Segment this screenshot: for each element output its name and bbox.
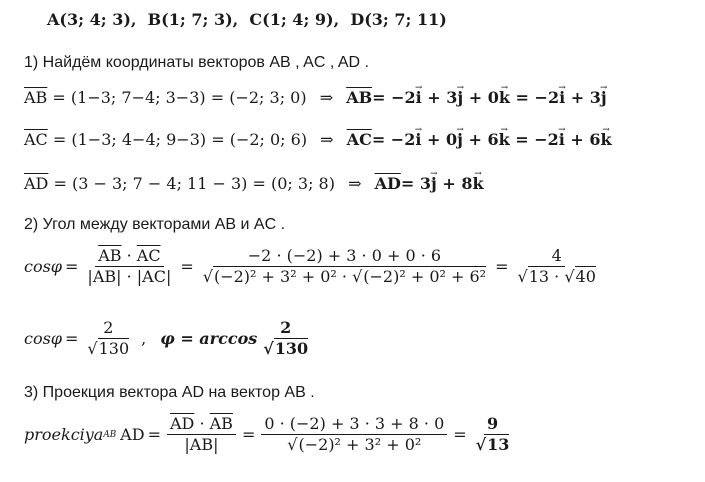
num-5: 2 <box>277 318 294 339</box>
cos-result <box>24 318 314 359</box>
comma: , <box>141 329 147 348</box>
unit-i: → i <box>415 130 421 149</box>
cos-frac-4 <box>84 318 132 359</box>
sqrt-sign: √ <box>202 267 213 286</box>
eq: = <box>241 425 256 444</box>
step2-heading: 2) Угол между векторами AB и AC . <box>24 216 286 233</box>
cos-label: cosφ <box>24 257 63 276</box>
ad-res-2: + 8 <box>436 174 473 193</box>
arccos-frac <box>260 318 311 359</box>
unit-k: → k <box>499 130 510 149</box>
den-1: |AB| <box>184 435 219 454</box>
sqrt-body: 130 <box>274 339 309 358</box>
ad-vector-label: $\overline{AD}$ <box>24 174 49 193</box>
unit-i: → i <box>559 88 565 107</box>
ab-res-1: = −2 <box>372 88 416 107</box>
dot: · <box>194 414 210 433</box>
projection-formula: proekciya AB AD = $\frac{\overline{AD} \cdot \overline{AB}}{|AB|}$ = $\frac{0 \cdot (-2) + 3 \cdot 3 + 8 \cdot 0}{\text{√(−2)² + 3² + 0²}}$ = $\frac{9}{√13}$ <box>24 414 515 455</box>
ac-res-2: + 0 <box>421 130 458 149</box>
proj-frac-3 <box>473 414 513 455</box>
point-d-name: D <box>350 10 365 29</box>
ac-expr: = (1−3; 4−4; 9−3) = (−2; 0; 6) <box>52 130 308 149</box>
unit-j: → j <box>457 88 463 107</box>
implies-arrow: ⇒ <box>320 130 334 149</box>
num-ab: $\overline{AB}$ <box>98 246 122 265</box>
point-d-coords: (3; 7; 11) <box>364 10 447 29</box>
ad-line <box>24 174 484 193</box>
sqrt-sign: √ <box>263 339 274 358</box>
ac-res-4: = −2 <box>509 130 559 149</box>
cos-frac-2 <box>200 246 489 287</box>
ab-vector-result-label: $\overline{AB}$ <box>346 88 373 107</box>
point-a-coords: (3; 4; 3) <box>59 10 131 29</box>
point-c-coords: (1; 4; 9) <box>262 10 334 29</box>
sqrt-sign: √ <box>87 339 98 358</box>
cos-frac-1 <box>84 246 174 287</box>
point-b-coords: (1; 7; 3) <box>161 10 233 29</box>
num-2: −2 · (−2) + 3 · 0 + 0 · 6 <box>245 246 444 267</box>
sep: , <box>232 10 239 29</box>
sqrt-sign: √ <box>475 435 487 454</box>
point-a-name: A <box>47 10 60 29</box>
ab-res-4: = −2 <box>509 88 560 107</box>
unit-j: → j <box>431 174 437 193</box>
unit-i: → i <box>559 130 565 149</box>
eq: = <box>65 329 79 348</box>
den-1: |AB| · |AC| <box>87 267 172 286</box>
ab-expr: = (1−3; 7−4; 3−3) = (−2; 3; 0) <box>52 88 307 107</box>
ab-res-5: + 3 <box>565 88 601 107</box>
ac-res-3: + 6 <box>462 130 499 149</box>
sqrt-body: 130 <box>98 339 130 358</box>
ab-vector-label: $\overline{AB}$ <box>24 88 48 107</box>
sqrt-body: 13 <box>487 435 510 454</box>
sep: , <box>130 10 137 29</box>
ad-res-1: = 3 <box>400 174 431 193</box>
sqrt-body: (−2)² + 3² + 0² <box>298 435 422 454</box>
unit-k: → k <box>472 174 483 193</box>
sqrt-body: (−2)² + 0² + 6² <box>363 267 487 286</box>
sqrt-body: (−2)² + 3² + 0² <box>213 267 337 286</box>
sqrt-body: 40 <box>575 267 596 286</box>
point-b-name: B <box>147 10 162 29</box>
ac-line <box>24 130 612 149</box>
num-ac: $\overline{AC}$ <box>136 246 161 265</box>
unit-j: → j <box>601 88 607 107</box>
implies-arrow: ⇒ <box>319 88 334 107</box>
cos-label: cosφ <box>24 329 63 348</box>
dot: · <box>121 246 137 265</box>
ac-vector-label: $\overline{AC}$ <box>24 130 48 149</box>
ac-res-1: = −2 <box>371 130 416 149</box>
eq: = <box>65 257 79 276</box>
proj-frac-2 <box>261 414 447 455</box>
points-line <box>47 10 447 29</box>
eq: = <box>453 425 467 444</box>
eq: = <box>495 257 509 276</box>
ab-res-3: + 0 <box>463 88 499 107</box>
num-ab: $\overline{AB}$ <box>209 414 233 433</box>
sqrt-sign: √ <box>564 267 575 286</box>
ab-res-2: + 3 <box>421 88 458 107</box>
sqrt-sign: √ <box>517 267 528 286</box>
unit-i: → i <box>416 88 422 107</box>
ad-expr: = (3 − 3; 7 − 4; 11 − 3) = (0; 3; 8) <box>53 174 335 193</box>
num-3: 9 <box>484 414 501 435</box>
phi-arccos: φ = arccos <box>160 329 258 348</box>
num-3: 4 <box>549 246 565 267</box>
step1-heading: 1) Найдём координаты векторов AB , AC , AD . <box>24 54 369 71</box>
proj-frac-1 <box>167 414 236 455</box>
point-c-name: C <box>249 10 263 29</box>
eq: = <box>147 425 161 444</box>
dot: · <box>549 267 565 286</box>
projection-label: proekciya <box>24 425 104 444</box>
unit-k: → k <box>601 130 612 149</box>
unit-k: → k <box>499 88 510 107</box>
eq: = <box>180 257 194 276</box>
num-4: 2 <box>100 318 116 339</box>
unit-j: → j <box>457 130 463 149</box>
sqrt-sign: √ <box>287 435 298 454</box>
num-ad: $\overline{AD}$ <box>169 414 195 433</box>
cos-formula <box>24 246 602 287</box>
dot: · <box>336 267 353 286</box>
cos-frac-3 <box>515 246 599 287</box>
sqrt-sign: √ <box>352 267 363 286</box>
ad-vector-result-label: $\overline{AD}$ <box>374 174 401 193</box>
sep: , <box>333 10 340 29</box>
step3-heading: 3) Проекция вектора AD на вектор AB . <box>24 384 315 401</box>
ac-vector-result-label: $\overline{AC}$ <box>346 130 372 149</box>
sqrt-body: 13 <box>528 267 550 286</box>
num-2: 0 · (−2) + 3 · 3 + 8 · 0 <box>261 414 447 435</box>
implies-arrow: ⇒ <box>348 174 362 193</box>
ab-line <box>24 88 607 107</box>
ac-res-5: + 6 <box>564 130 601 149</box>
projection-vec: AD <box>120 425 145 444</box>
